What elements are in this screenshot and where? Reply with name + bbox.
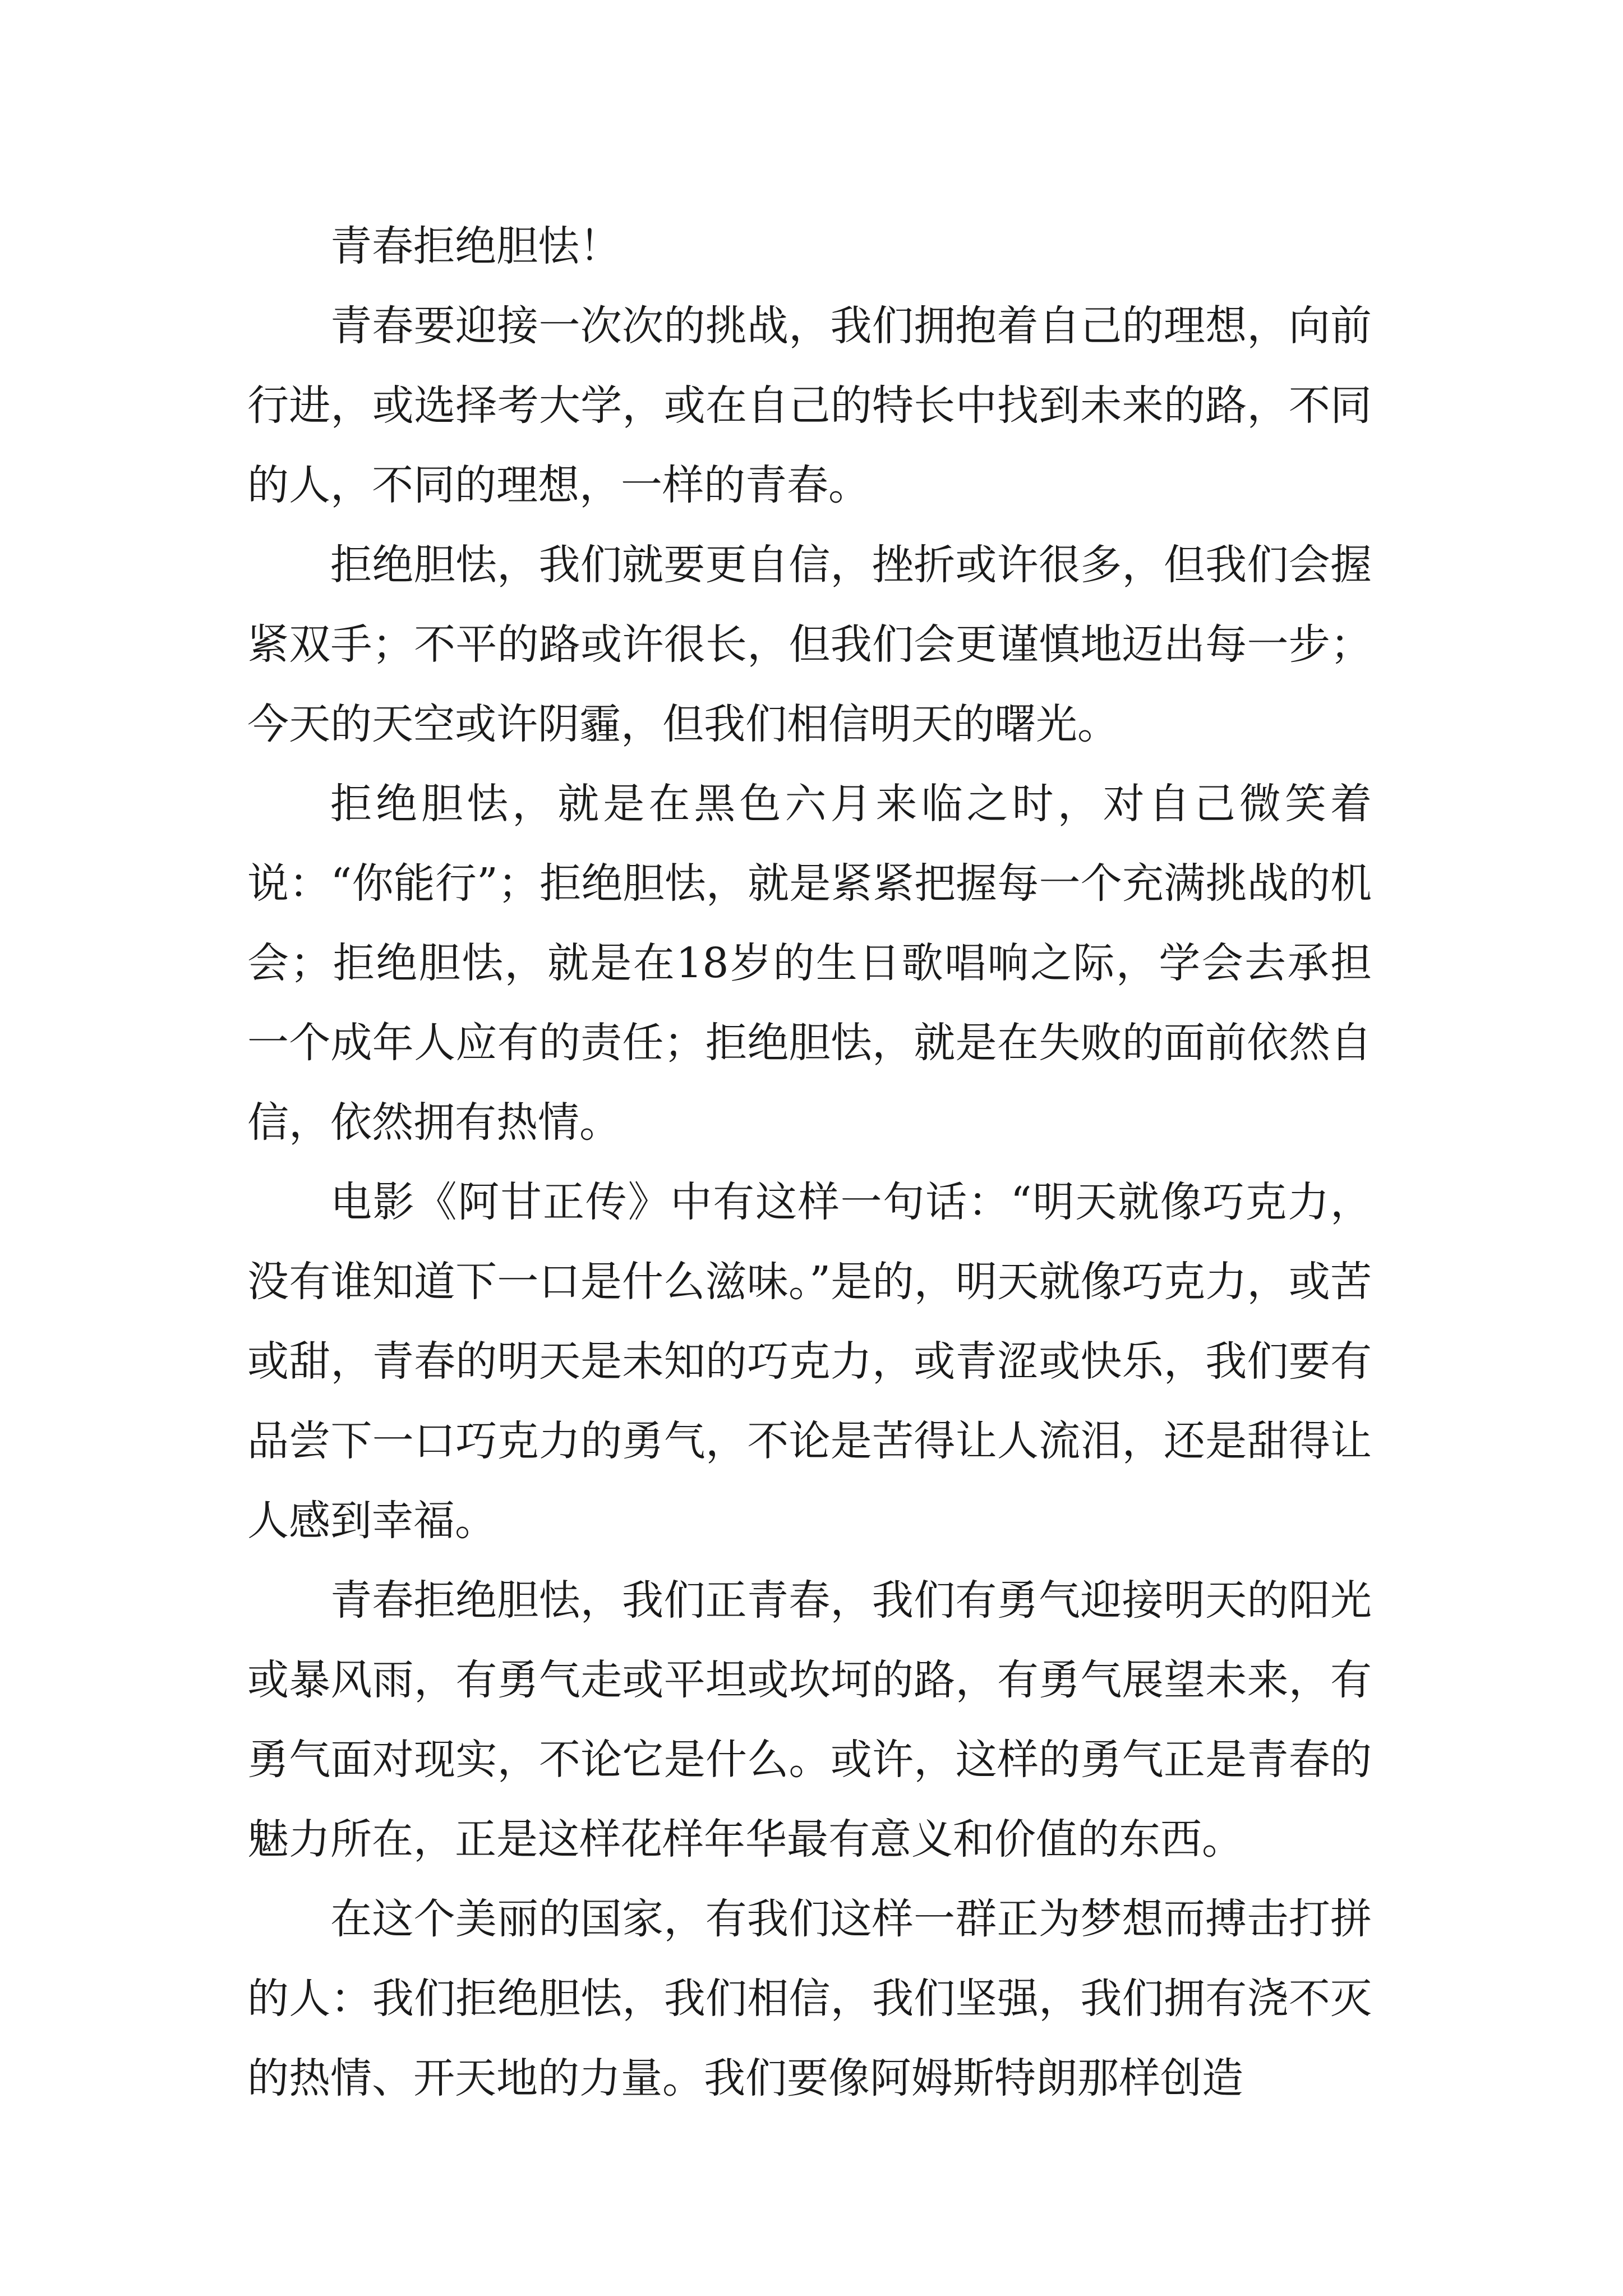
paragraph-title: 青春拒绝胆怯！ <box>330 222 621 270</box>
paragraph: 电影《阿甘正传》中有这样一句话：“明天就像巧克力，没有谁知道下一口是什么滋味。”是的，明天就像巧克力，或苦或甜，青春的明天是未知的巧克力，或青涩或快乐，我们要有品尝下一口巧克力的勇气，不论是苦得让人流泪，还是甜得让人感到幸福。 <box>247 1178 1372 1545</box>
paragraph: 青春要迎接一次次的挑战，我们拥抱着自己的理想，向前行进，或选择考大学，或在自己的特长中找到未来的路，不同的人，不同的理想，一样的青春。 <box>247 302 1372 509</box>
paragraph: 拒绝胆怯，我们就要更自信，挫折或许很多，但我们会握紧双手；不平的路或许很长，但我们会更谨慎地迈出每一步；今天的天空或许阴霾，但我们相信明天的曙光。 <box>247 541 1372 748</box>
paragraph: 拒绝胆怯，就是在黑色六月来临之时，对自己微笑着说：“你能行”；拒绝胆怯，就是紧紧把握每一个充满挑战的机会；拒绝胆怯，就是在18岁的生日歌唱响之际，学会去承担一个成年人应有的责任；拒绝胆怯，就是在失败的面前依然自信，依然拥有热情。 <box>247 780 1372 1147</box>
document-body <box>247 206 1372 2118</box>
paragraph: 青春拒绝胆怯，我们正青春，我们有勇气迎接明天的阳光或暴风雨，有勇气走或平坦或坎坷的路，有勇气展望未来，有勇气面对现实，不论它是什么。或许，这样的勇气正是青春的魅力所在，正是这样花样年华最有意义和价值的东西。 <box>247 1576 1372 1864</box>
paragraph: 在这个美丽的国家，有我们这样一群正为梦想而搏击打拼的人：我们拒绝胆怯，我们相信，我们坚强，我们拥有浇不灭的热情、开天地的力量。我们要像阿姆斯特朗那样创造 <box>247 1895 1372 2102</box>
